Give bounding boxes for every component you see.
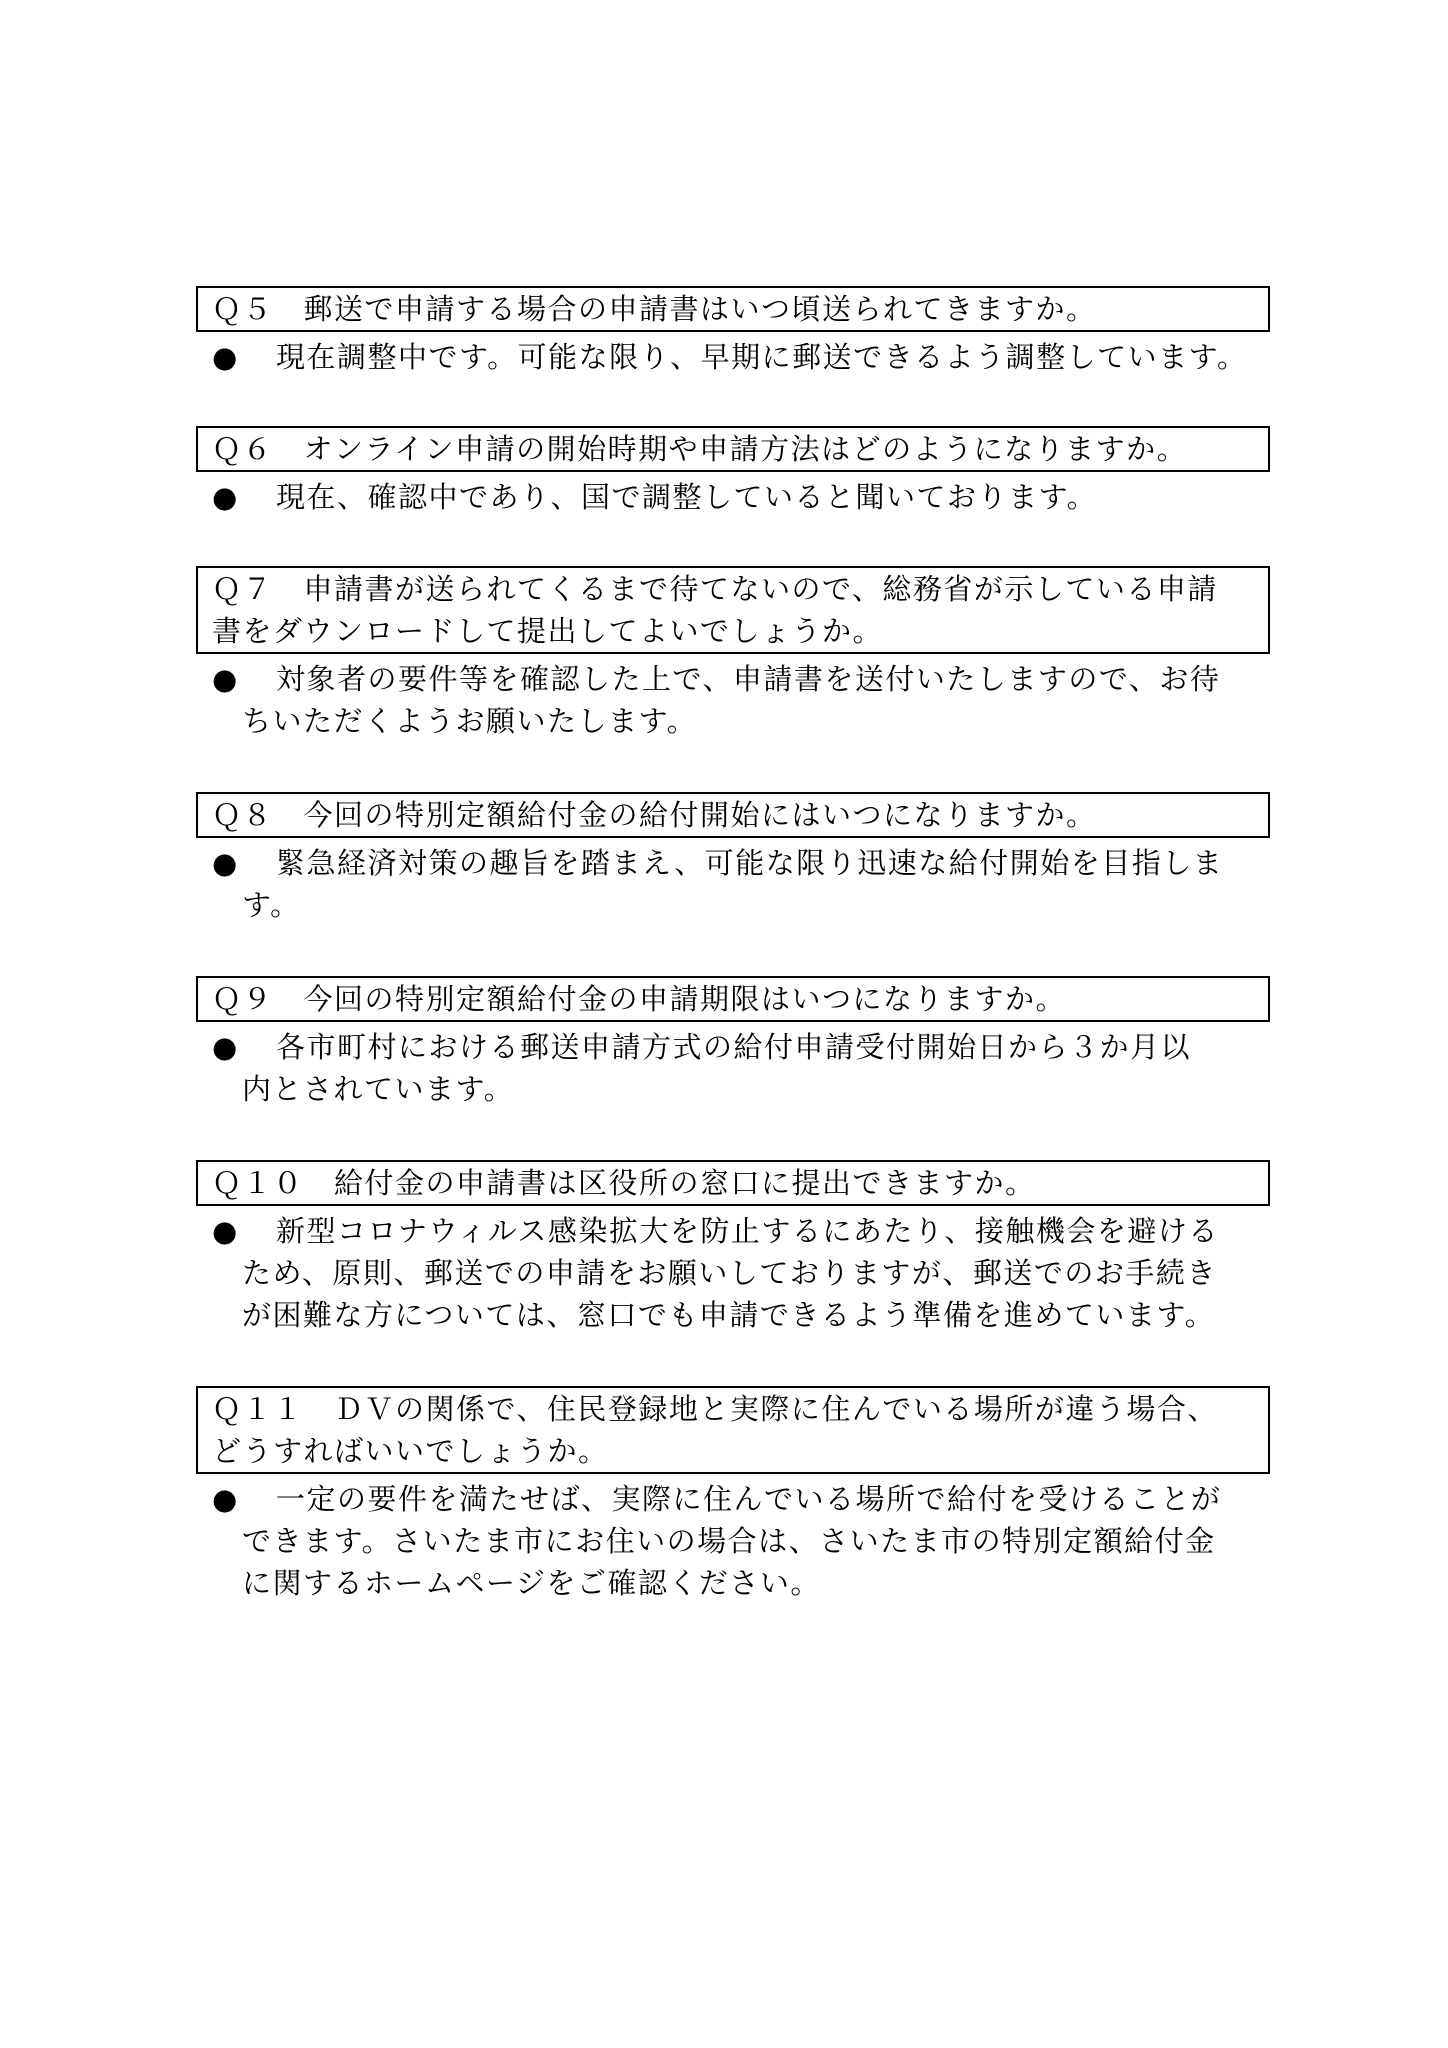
question-box [196, 566, 1270, 654]
qa-item-q6 [196, 426, 1270, 518]
bullet-icon: ● [212, 1030, 239, 1064]
answer-text: す。 [242, 888, 301, 922]
qa-item-q10 [196, 1160, 1270, 1336]
answer-text: 現在、確認中であり、国で調整していると聞いております。 [276, 480, 1098, 514]
answer-block [196, 1478, 1270, 1604]
question-box [196, 286, 1270, 332]
question-text: Ｑ１０ 給付金の申請書は区役所の窓口に提出できますか。 [212, 1166, 1036, 1200]
qa-item-q11 [196, 1386, 1270, 1604]
bullet-icon: ● [212, 846, 239, 880]
question-box [196, 976, 1270, 1022]
answer-block [196, 336, 1270, 378]
question-text: Ｑ６ オンライン申請の開始時期や申請方法はどのようになりますか。 [212, 432, 1188, 466]
question-text: Ｑ１１ ＤＶの関係で、住民登録地と実際に住んでいる場所が違う場合、 [212, 1392, 1218, 1426]
question-text: Ｑ５ 郵送で申請する場合の申請書はいつ頃送られてきますか。 [212, 292, 1097, 326]
answer-text: 緊急経済対策の趣旨を踏まえ、可能な限り迅速な給付開始を目指しま [276, 846, 1224, 880]
answer-text: できます。さいたま市にお住いの場合は、さいたま市の特別定額給付金 [242, 1524, 1216, 1558]
question-text: Ｑ８ 今回の特別定額給付金の給付開始にはいつになりますか。 [212, 798, 1097, 832]
qa-item-q7 [196, 566, 1270, 742]
question-text: Ｑ７ 申請書が送られてくるまで待てないので、総務省が示している申請 [212, 572, 1218, 606]
answer-text: に関するホームページをご確認ください。 [242, 1566, 821, 1600]
qa-item-q5 [196, 286, 1270, 378]
question-text: どうすればいいでしょうか。 [212, 1434, 609, 1468]
question-text: Ｑ９ 今回の特別定額給付金の申請期限はいつになりますか。 [212, 982, 1067, 1016]
question-box [196, 1160, 1270, 1206]
answer-text: ちいただくようお願いたします。 [242, 704, 698, 738]
bullet-icon: ● [212, 662, 239, 696]
answer-block [196, 842, 1270, 926]
answer-text: 対象者の要件等を確認した上で、申請書を送付いたしますので、お待 [276, 662, 1221, 696]
qa-item-q9 [196, 976, 1270, 1110]
answer-text: 現在調整中です。可能な限り、早期に郵送できるよう調整しています。 [276, 340, 1248, 374]
question-text: 書をダウンロードして提出してよいでしょうか。 [212, 614, 884, 648]
answer-block [196, 1026, 1270, 1110]
question-box [196, 792, 1270, 838]
answer-text: 各市町村における郵送申請方式の給付申請受付開始日から３か月以 [276, 1030, 1192, 1064]
answer-text: ため、原則、郵送での申請をお願いしておりますが、郵送でのお手続き [242, 1256, 1217, 1290]
answer-block [196, 1210, 1270, 1336]
answer-text: が困難な方については、窓口でも申請できるよう準備を進めています。 [242, 1298, 1216, 1332]
answer-text: 内とされています。 [242, 1072, 515, 1106]
bullet-icon: ● [212, 480, 239, 514]
bullet-icon: ● [212, 1482, 239, 1516]
qa-item-q8 [196, 792, 1270, 926]
answer-block [196, 658, 1270, 742]
answer-text: 一定の要件を満たせば、実際に住んでいる場所で給付を受けることが [276, 1482, 1222, 1516]
question-box [196, 426, 1270, 472]
answer-text: 新型コロナウィルス感染拡大を防止するにあたり、接触機会を避ける [276, 1214, 1219, 1248]
question-box [196, 1386, 1270, 1474]
bullet-icon: ● [212, 340, 239, 374]
bullet-icon: ● [212, 1214, 239, 1248]
answer-block [196, 476, 1270, 518]
